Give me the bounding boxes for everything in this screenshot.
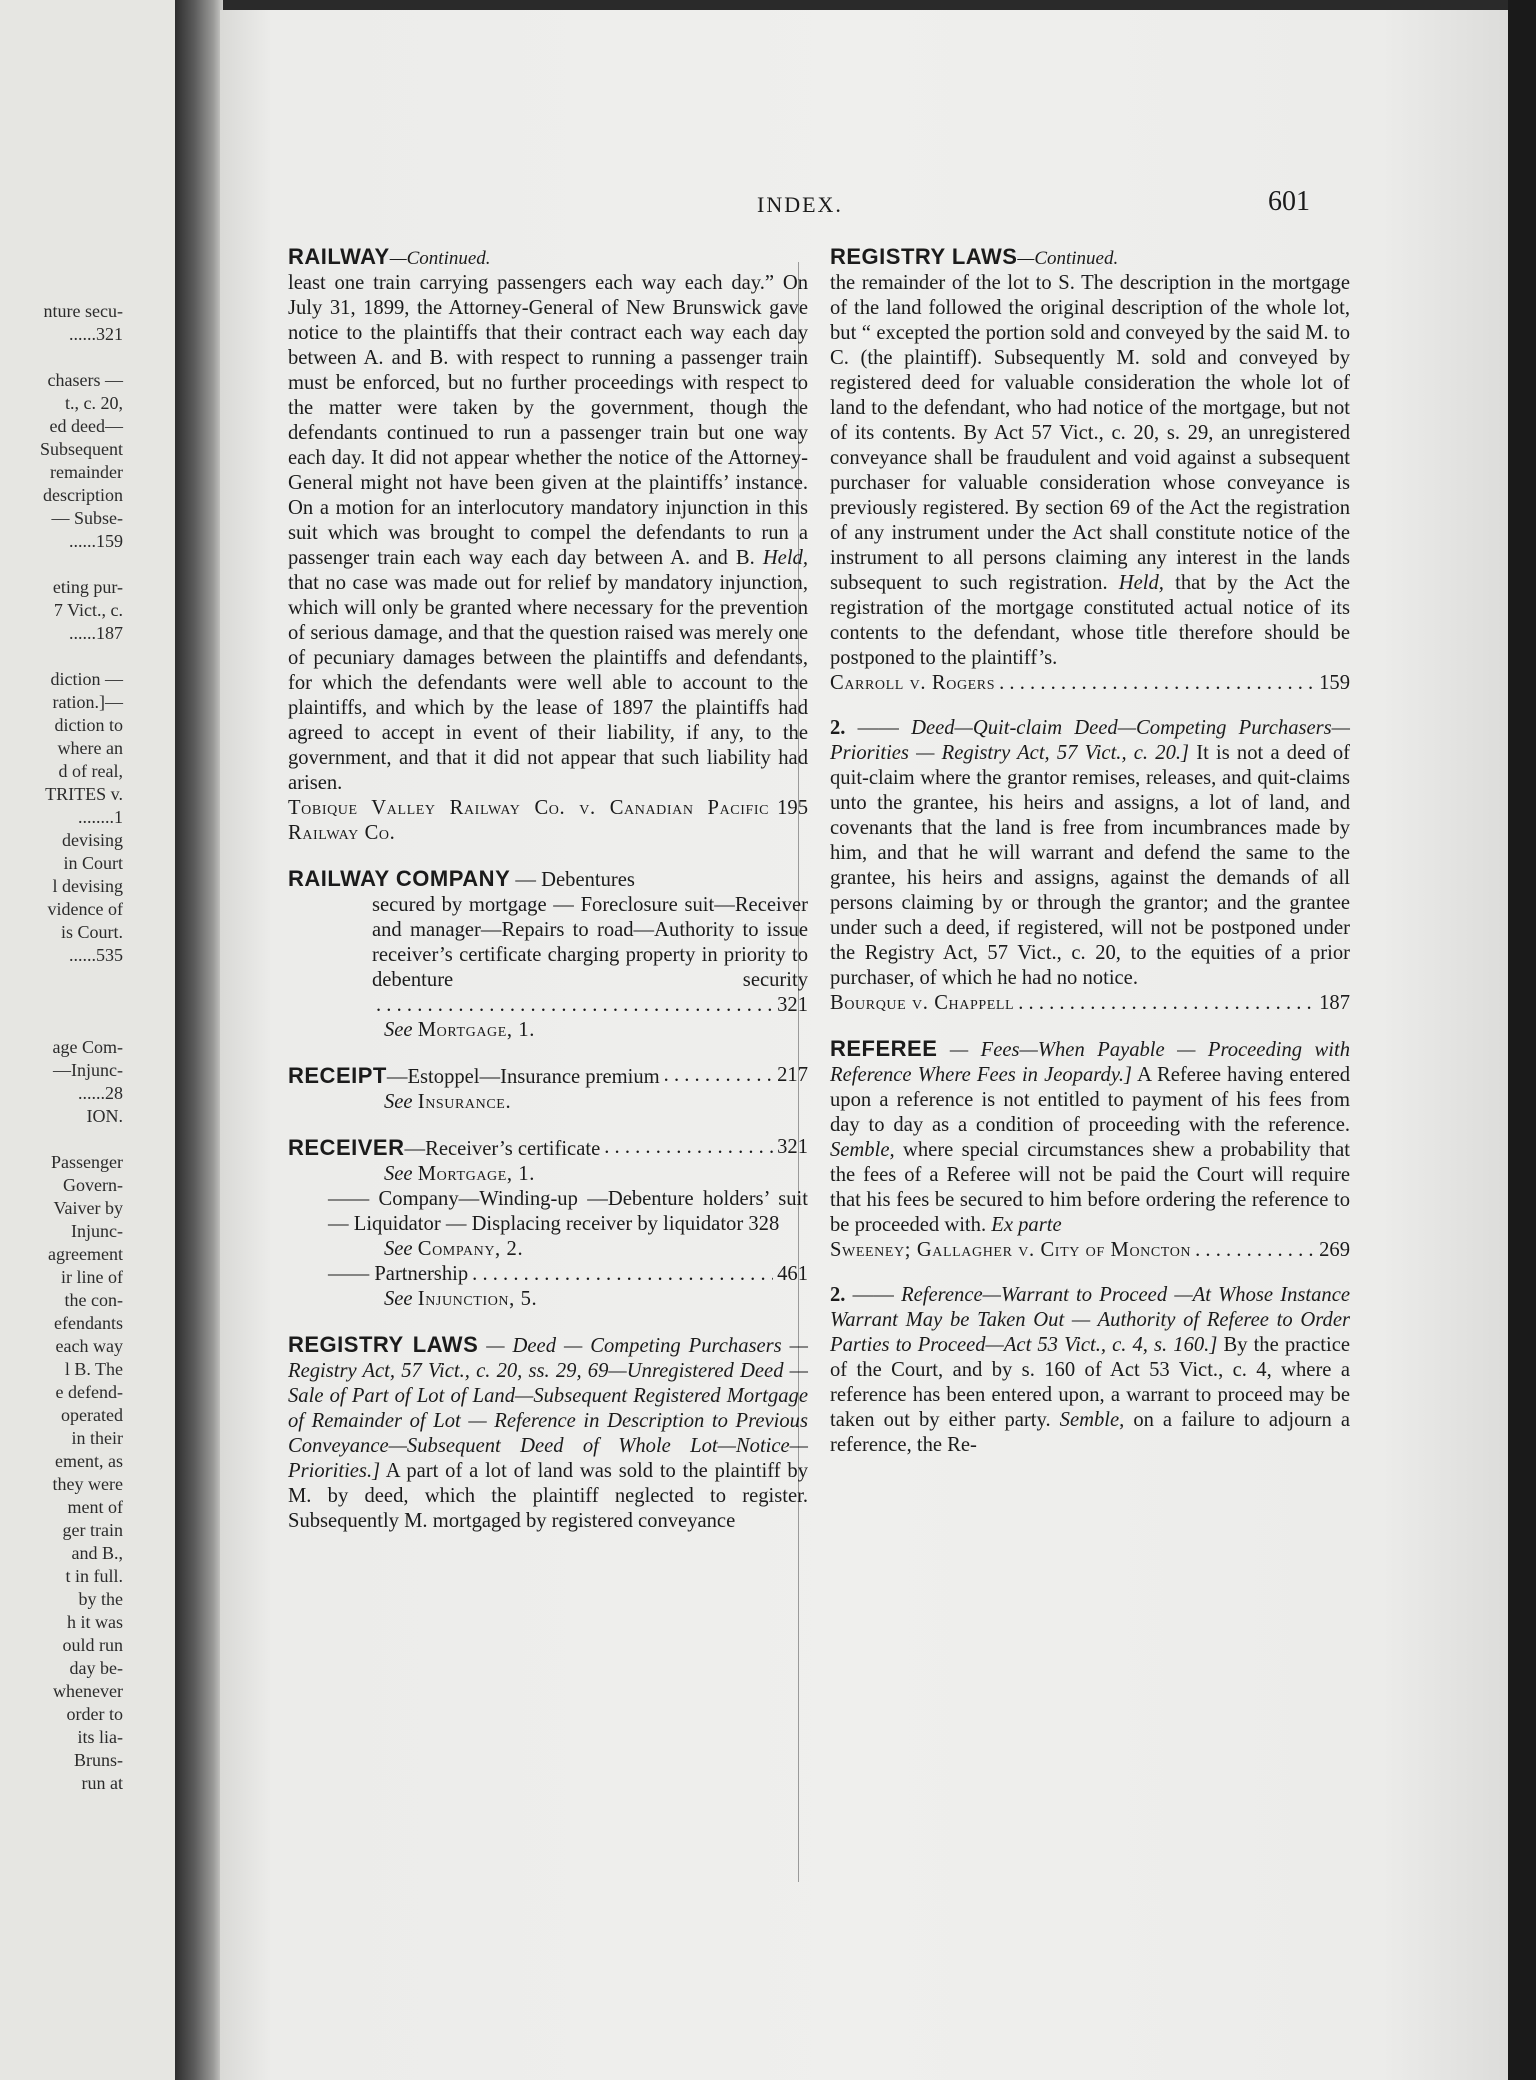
entry-receiver: RECEIVER—Receiver’s certificate . . . 321 See Mortgage, 1. —— Company—Winding-up —Debenture holders’ suit — Liquidator — Displacing receiver by liquidator 328 See Company, 2. —— Partnership . . . 461 See Injunction, 5.: [288, 1135, 808, 1312]
previous-page-line: operated: [61, 1405, 123, 1425]
case-citation: Tobique Valley Railway Co. v. Canadian Pacific Railway Co. 195: [288, 797, 808, 844]
previous-page-line: ger train: [62, 1520, 123, 1540]
previous-page-line: Bruns-: [74, 1750, 123, 1770]
previous-page-line: [0, 967, 175, 990]
previous-page-line: 7 Vict., c.: [53, 600, 123, 620]
page-number: 601: [1268, 186, 1310, 217]
previous-page-line: remainder: [50, 462, 123, 482]
previous-page-line: [0, 553, 175, 576]
entry-head: RAILWAY COMPANY: [288, 866, 511, 891]
previous-page-line: vidence of: [47, 899, 123, 919]
previous-page-line: its lia-: [77, 1727, 123, 1747]
right-column: [830, 244, 1350, 1478]
previous-page-line: and B.,: [71, 1543, 123, 1563]
page-gutter: [175, 0, 223, 2080]
case-citation: Carroll v. Rogers . . . 159: [830, 671, 1350, 696]
previous-page-line: h it was: [67, 1612, 123, 1632]
previous-page-line: — Subse-: [51, 508, 123, 528]
previous-page-line: Injunc-: [71, 1221, 123, 1241]
previous-page-line: l B. The: [64, 1359, 123, 1379]
previous-page-line: they were: [52, 1474, 123, 1494]
entry-referee: REFEREE — Fees—When Payable — Proceeding with Reference Where Fees in Jeopardy.] A Referee having entered upon a reference is not entitled to payment of his fees from day to day as a condition of proceeding with the reference. Semble, where special circumstances shew a probability that the fees of a Referee will not be paid the Court will require that his fees be secured to him before ordering the reference to be proceeded with. Ex parte Sweeney; Gallagher v. City of Moncton . . . 269: [830, 1036, 1350, 1263]
previous-page-line: ........1: [78, 807, 123, 827]
previous-page-line: t in full.: [65, 1566, 123, 1586]
previous-page-line: ION.: [86, 1106, 123, 1126]
previous-page-line: ould run: [62, 1635, 123, 1655]
entry-head: REGISTRY LAWS: [288, 1332, 479, 1357]
previous-page-line: eting pur-: [52, 577, 123, 597]
previous-page-line: ......159: [69, 531, 123, 551]
entry-head: REGISTRY LAWS: [830, 244, 1018, 269]
previous-page-line: Govern-: [63, 1175, 123, 1195]
entry-head: RECEIPT: [288, 1063, 387, 1088]
previous-page-line: l devising: [52, 876, 123, 896]
entry-receipt: RECEIPT—Estoppel—Insurance premium . . . 217 See Insurance.: [288, 1063, 808, 1115]
running-head: INDEX.: [757, 192, 843, 217]
previous-page-line: run at: [81, 1773, 123, 1793]
previous-page-line: ment of: [67, 1497, 123, 1517]
entry-head: REFEREE: [830, 1036, 938, 1061]
entry-registry-2: 2. —— Deed—Quit-claim Deed—Competing Purchasers—Priorities — Registry Act, 57 Vict., c. 20.] It is not a deed of quit-claim where the grantor remises, releases, and quit-claims unto the grantee, his heirs and assigns, a lot of land, and covenants that the land is free from incumbrances made by him, and that he will warrant and defend the same to the grantee, his heirs and assigns, against the demands of all persons claiming by or through the grantor; and the grantee under such a deed, if registered, will not be postponed under the Registry Act, 57 Vict., c. 20, to the equities of a prior purchaser, of which he had no notice. Bourque v. Chappell . . . 187: [830, 716, 1350, 1016]
case-citation: Bourque v. Chappell . . . 187: [830, 991, 1350, 1016]
previous-page-line: e defend-: [55, 1382, 123, 1402]
previous-page-line: —Injunc-: [53, 1060, 123, 1080]
previous-page-line: Vaiver by: [53, 1198, 123, 1218]
previous-page-line: in Court: [63, 853, 123, 873]
previous-page-line: where an: [57, 738, 123, 758]
previous-page-line: diction —: [50, 669, 123, 689]
previous-page-line: [0, 346, 175, 369]
case-citation: Sweeney; Gallagher v. City of Moncton . . . 269: [830, 1238, 1350, 1263]
entry-railway-company: RAILWAY COMPANY — Debentures secured by mortgage — Foreclosure suit—Receiver and manager—Repairs to road—Authority to issue receiver’s certificate charging property in priority to debenture security . . . 321 See Mortgage, 1.: [288, 866, 808, 1043]
previous-page-line: is Court.: [60, 922, 123, 942]
previous-page-line: [0, 645, 175, 668]
previous-page-line: age Com-: [52, 1037, 123, 1057]
previous-page-line: ......321: [69, 324, 123, 344]
previous-page-line: devising: [62, 830, 123, 850]
previous-page-line: ......28: [78, 1083, 123, 1103]
previous-page-line: in their: [71, 1428, 123, 1448]
previous-page-line: ir line of: [61, 1267, 123, 1287]
previous-page-line: [0, 1128, 175, 1151]
entry-registry-continued: REGISTRY LAWS—Continued. the remainder of the lot to S. The description in the mortgage of the land followed the original description of the whole lot, but “ excepted the portion sold and conveyed by the said M. to C. (the plaintiff). Subsequently M. sold and conveyed by registered deed for valuable consideration the whole lot of land to the defendant, who had notice of the mortgage, but not of its contents. By Act 57 Vict., c. 20, s. 29, an unregistered conveyance shall be fraudulent and void against a subsequent purchaser for valuable consideration whose conveyance is previously registered. By section 69 of the Act the registration of any instrument under the Act shall constitute notice of the instrument to all persons claiming any interest in the lands subsequent to such registration. Held, that by the Act the registration of the mortgage constituted actual notice of its contents to the defendant, whose title therefore should be postponed to the plaintiff’s. Carroll v. Rogers . . . 159: [830, 244, 1350, 696]
right-margin-dark: [1508, 0, 1536, 2080]
previous-page-line: ......535: [69, 945, 123, 965]
previous-page-line: description: [43, 485, 123, 505]
previous-page-line: diction to: [54, 715, 123, 735]
previous-page-line: Subsequent: [40, 439, 123, 459]
previous-page-line: d of real,: [58, 761, 123, 781]
previous-page-line: the con-: [64, 1290, 123, 1310]
entry-head: RAILWAY: [288, 244, 390, 269]
previous-page-line: ement, as: [55, 1451, 123, 1471]
entry-referee-2: 2. —— Reference—Warrant to Proceed —At Whose Instance Warrant May be Taken Out — Authority of Referee to Order Parties to Proceed—Act 53 Vict., c. 4, s. 160.] By the practice of the Court, and by s. 160 of Act 53 Vict., c. 4, where a reference has been entered upon, a warrant to proceed may be taken out by either party. Semble, on a failure to adjourn a reference, the Re-: [830, 1284, 1351, 1456]
previous-page-fragment: [0, 0, 175, 2080]
previous-page-line: TRITES v.: [45, 784, 123, 804]
previous-page-line: chasers —: [47, 370, 123, 390]
previous-page-line: day be-: [69, 1658, 123, 1678]
previous-page-line: order to: [66, 1704, 123, 1724]
previous-page-line: efendants: [54, 1313, 123, 1333]
previous-page-line: each way: [55, 1336, 123, 1356]
previous-page-line: t., c. 20,: [65, 393, 123, 413]
previous-page-line: whenever: [53, 1681, 123, 1701]
left-column: [288, 244, 808, 1554]
entry-railway-continued: RAILWAY—Continued. least one train carrying passengers each way each day.” On July 31, 1899, the Attorney-General of New Brunswick gave notice to the plaintiffs that their contract each way each day between A. and B. with respect to running a passenger train must be enforced, but no further proceedings with respect to the matter were taken by the government, though the defendants continued to run a passenger train but one way each day. It did not appear whether the notice of the Attorney-General might not have been given at the plaintiffs’ instance. On a motion for an interlocutory mandatory injunction in this suit which was brought to compel the defendants to run a passenger train each way each day between A. and B. Held, that no case was made out for relief by mandatory injunction, which will only be granted where necessary for the prevention of serious damage, and that the question raised was merely one of pecuniary damages between the plaintiffs and defendants, for which the defendants were well able to account to the plaintiffs, and which by the lease of 1897 the plaintiffs had agreed to accept in event of their liability, if any, to the government, and that it did not appear that such liability had arisen. Tobique Valley Railway Co. v. Canadian Pacific Railway Co. 195: [288, 244, 808, 844]
previous-page-line: ......187: [69, 623, 123, 643]
previous-page-line: Passenger: [51, 1152, 123, 1172]
previous-page-line: agreement: [48, 1244, 123, 1264]
entry-head: RECEIVER: [288, 1135, 405, 1160]
previous-page-line: nture secu-: [43, 301, 123, 321]
previous-page-line: ration.]—: [52, 692, 123, 712]
previous-page-lines: [0, 300, 175, 1795]
previous-page-line: by the: [78, 1589, 123, 1609]
previous-page-line: [0, 1013, 175, 1036]
previous-page-line: [0, 990, 175, 1013]
entry-registry-laws: REGISTRY LAWS — Deed — Competing Purchasers — Registry Act, 57 Vict., c. 20, ss. 29, 69—Unregistered Deed —Sale of Part of Lot of Land—Subsequent Registered Mortgage of Remainder of Lot — Reference in Description to Previous Conveyance—Subsequent Deed of Whole Lot—Notice—Priorities.] A part of a lot of land was sold to the plaintiff by M. by deed, which the plaintiff neglected to register. Subsequently M. mortgaged by registered conveyance: [288, 1332, 809, 1532]
previous-page-line: ed deed—: [49, 416, 123, 436]
